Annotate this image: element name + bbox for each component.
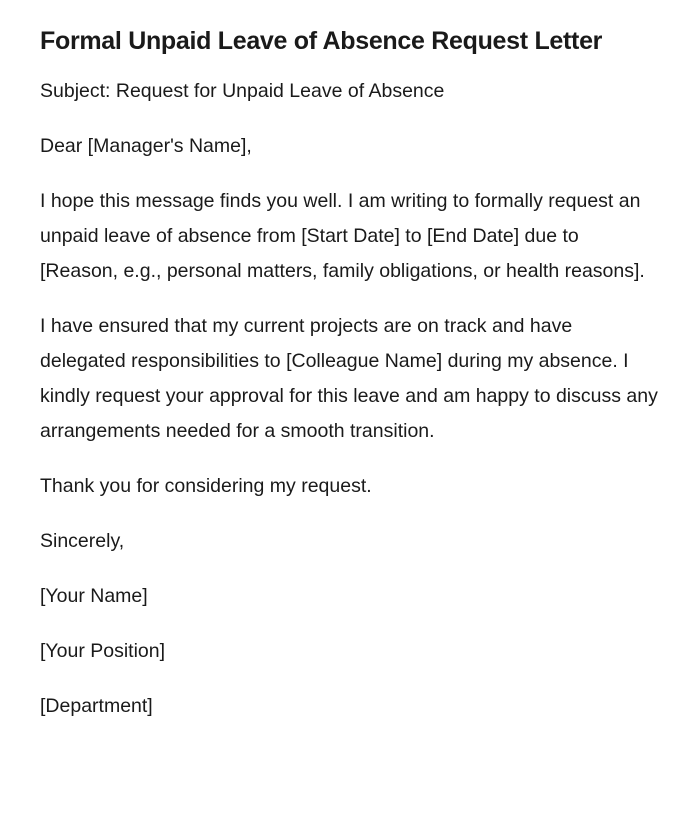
salutation: Dear [Manager's Name], bbox=[40, 135, 252, 157]
signature-position: [Your Position] bbox=[40, 640, 166, 662]
closing-paragraph: Thank you for considering my request. bbox=[40, 475, 372, 497]
subject-line: Subject: Request for Unpaid Leave of Absence bbox=[40, 80, 445, 102]
letter bbox=[40, 24, 660, 744]
sign-off: Sincerely, bbox=[40, 530, 125, 552]
page-title: Formal Unpaid Leave of Absence Request Letter bbox=[40, 27, 603, 55]
signature-department: [Department] bbox=[40, 695, 153, 717]
body-paragraph: I have ensured that my current projects are on track and have delegated responsibilities to [Colleague Name] during my absence. I kindly request your approval for this leave and am happy to discuss any arrangements needed for a smooth transition. bbox=[40, 315, 658, 442]
signature-name: [Your Name] bbox=[40, 585, 148, 607]
body-paragraph: I hope this message finds you well. I am writing to formally request an unpaid leave of absence from [Start Date] to [End Date] due to [Reason, e.g., personal matters, family obligations, or health reasons]. bbox=[40, 190, 645, 282]
